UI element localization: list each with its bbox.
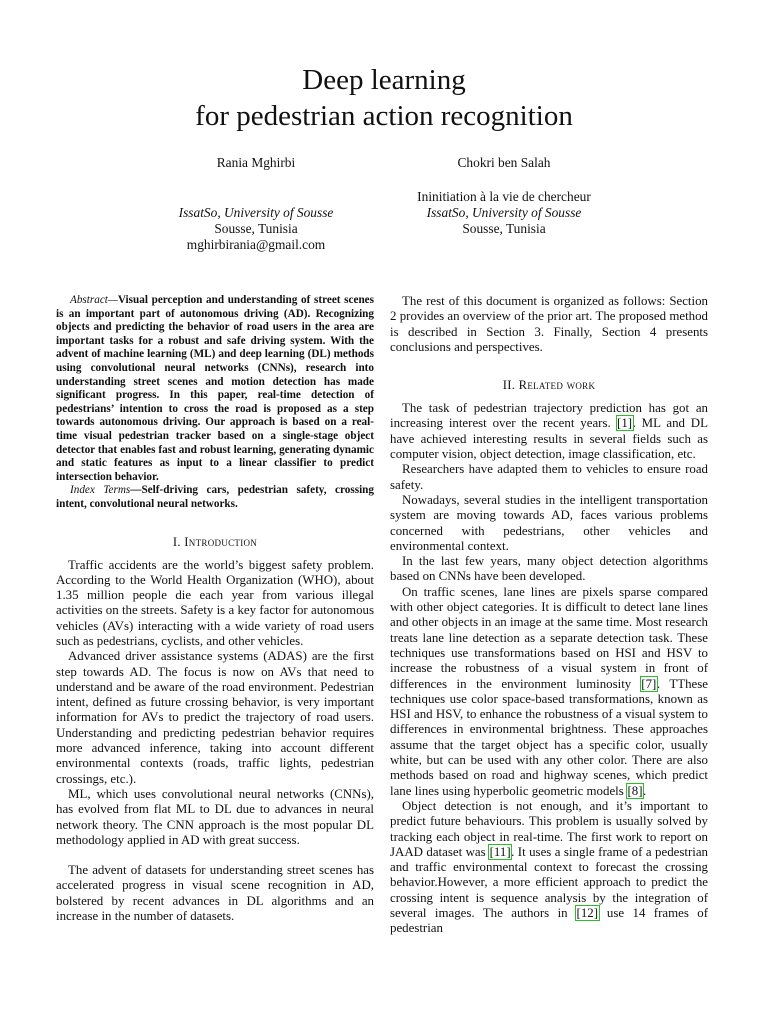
intro-number: I.	[172, 534, 181, 549]
author-1-email: mghirbirania@gmail.com	[186, 237, 326, 252]
author-2-affiliation: IssatSo, University of Sousse	[426, 205, 582, 220]
author-1-name: Rania Mghirbi	[216, 155, 296, 170]
intro-title: Introduction	[184, 534, 258, 549]
abstract: Abstract—Visual perception and understanding of street scenes is an important part of autonomous driving (AD). Recognizing objects and predicting the behavior of road users in the area are important tasks for a robust and safe driving system. With the advent of machine learning (ML) and deep learning (DL) methods using convolutional neural networks (CNNs), research into understanding street scenes and motion detection has made significant progress. In this paper, real-time detection of pedestrians’ intention to cross the road is proposed as a step towards autonomous driving. Our approach is based on a real-time visual pedestrian tracker based on a single-stage object detector that enables fast and robust learning, generating dynamic and static features as input to a linear classifier to predict intersection behavior.	[56, 294, 374, 483]
intro-paragraph: The advent of datasets for understanding street scenes has accelerated progress in visual scene recognition in AD, bolstered by recent advances in DL algorithms and an increase in the number of datasets.	[56, 863, 374, 924]
outline-paragraph: The rest of this document is organized as follows: Section 2 provides an overview of the prior art. The proposed method is described in Section 3. Finally, Section 4 presents conclusions and perspectives.	[390, 294, 708, 354]
title-line-1: Deep learning	[302, 64, 466, 96]
abstract-text: Visual perception and understanding of street scenes is an important part of autonomous driving (AD). Recognizing objects and predicting the behavior of road users in the area are important tasks for a robust and safe driving system. With the advent of machine learning (ML) and deep learning (DL) methods using convolutional neural networks (CNNs), research into understanding street scenes and motion detection has made significant progress. In this paper, real-time detection of pedestrians’ intention to cross the road is proposed as a step towards autonomous driving. Our approach is based on a real-time visual pedestrian tracker based on a single-stage object detector that enables fast and robust learning, generating dynamic and static features as input to a linear classifier to predict intersection behavior.	[56, 294, 374, 483]
related-paragraph: Object detection is not enough, and it’s important to predict future behaviours. This problem is usually solved by tracking each object in real-time. The first work to report on JAAD dataset was [11]. It uses a single frame of a pedestrian and traffic environmental context to forecast the crossing behavior.However, a more efficient approach to predict the crossing intent is sequence analysis by the integration of several images. The authors in [12] use 14 frames of pedestrian	[390, 798, 708, 936]
paper-title	[0, 62, 768, 134]
related-paragraph: In the last few years, many object detection algorithms based on CNNs have been developed.	[390, 554, 708, 584]
related-number: II.	[502, 378, 516, 393]
intro-paragraph: Advanced driver assistance systems (ADAS) are the first step towards AD. The focus is now on AVs that need to understand and be aware of the road environment. Pedestrian intent, defined as future crossing behavior, is very important information for AVs to predict the trajectory of road users. Understanding and predicting pedestrian behavior requires more advanced inference, taking into account different environmental contexts (roads, traffic lights, pedestrian crossings, etc.).	[56, 649, 374, 786]
left-column	[56, 294, 374, 924]
related-paragraph: The task of pedestrian trajectory prediction has got an increasing interest over the recent years. [1]. ML and DL have achieved interesting results in several fields such as computer vision, object detection, image classification, etc.	[390, 401, 708, 462]
right-column	[390, 294, 708, 937]
related-paragraph: On traffic scenes, lane lines are pixels sparse compared with other object categories. It is difficult to detect lane lines and other objects in an image at the same time. Most research treats lane line detection as a separate detection task. These techniques use transformations based on HSI and HSV to increase the robustness of a visual system in front of differences in the environment luminosity [7]. TThese techniques use color space-based transformations, known as HSI and HSV, to enhance the robustness of a visual system to differences in environmental brightness. These approaches assume that the target object has a specific color, usually white, but can be used with any other color. There are also methods based on road and highway scenes, which predict lane lines using hyperbolic geometric models [8].	[390, 584, 708, 798]
section-heading-introduction	[56, 534, 374, 550]
citation-link[interactable]: [7]	[641, 676, 657, 691]
related-paragraph: Nowadays, several studies in the intelligent transportation system are moving towards AD, faces various problems concerned with pedestrians, other vehicles and environmental context.	[390, 492, 708, 553]
author-2-name: Chokri ben Salah	[457, 155, 551, 170]
index-terms-text: Self-driving cars, pedestrian safety, crossing intent, convolutional neural networks.	[56, 484, 374, 510]
intro-paragraph: Traffic accidents are the world’s biggest safety problem. According to the World Health Organization (WHO), about 1.35 million people die each year from various illegal activities on the streets. Safety is a key factor for autonomous vehicles (AVs) interacting with a wide variety of road users such as pedestrians, cyclists, and other vehicles.	[56, 557, 374, 648]
citation-link[interactable]: [1]	[617, 416, 633, 431]
citation-link[interactable]: [11]	[489, 844, 511, 859]
related-title: Related work	[518, 378, 596, 393]
title-line-2: for pedestrian action recognition	[195, 100, 573, 132]
citation-link[interactable]: [12]	[576, 905, 599, 920]
author-2-location: Sousse, Tunisia	[462, 221, 546, 236]
index-terms: Index Terms—Self-driving cars, pedestrian safety, crossing intent, convolutional neural networks.	[56, 484, 374, 510]
author-2-role: Ininitiation à la vie de chercheur	[417, 189, 591, 204]
author-1-location: Sousse, Tunisia	[214, 221, 298, 236]
abstract-lead: Abstract	[70, 294, 108, 306]
citation-link[interactable]: [8]	[627, 783, 643, 798]
index-terms-lead: Index Terms	[70, 484, 131, 497]
intro-paragraph: ML, which uses convolutional neural networks (CNNs), has evolved from flat ML to DL due to advances in neural network theory. The CNN approach is the most popular DL methodology applied in AD with great success.	[56, 786, 374, 847]
related-paragraph: Researchers have adapted them to vehicles to ensure road safety.	[390, 462, 708, 492]
section-heading-related-work	[390, 377, 708, 393]
author-1-affiliation: IssatSo, University of Sousse	[178, 205, 334, 220]
